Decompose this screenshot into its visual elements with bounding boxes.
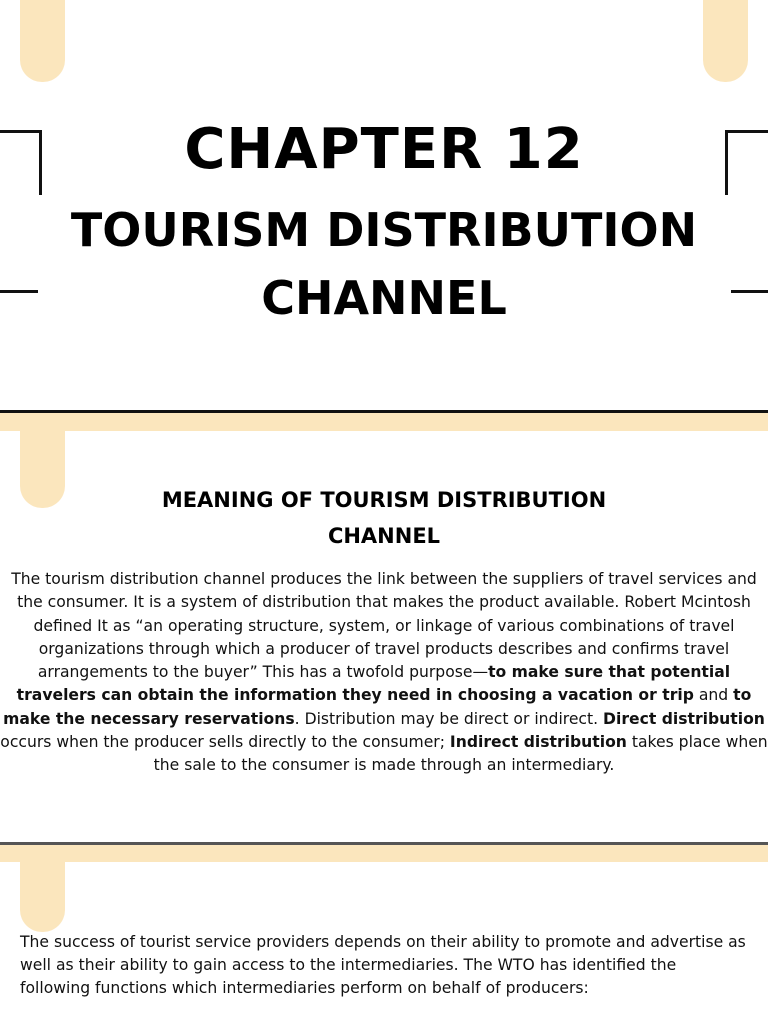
decorative-tab-top-right — [703, 0, 748, 82]
para1-text-3: . Distribution may be direct or indirect. — [294, 709, 604, 728]
para1-text-1: The tourism distribution channel produces the link between the suppliers of travel services and the consumer. It is a system of distribution that makes the product available. Robert Mcintosh defined It as “an operating structure, system, or linkage of various combinations of travel organizations through which a producer of travel products describes and confirms travel arrangements to the buyer” This has a twofold purpose— — [11, 570, 757, 682]
para1-text-5: takes place when the sale to the consumer is made through an intermediary. — [153, 733, 768, 775]
para1-bold-indirect: Indirect distribution — [449, 733, 627, 752]
para1-bold-direct: Direct distribution — [603, 709, 765, 728]
subtitle-line-1: TOURISM DISTRIBUTION — [70, 203, 698, 257]
chapter-title: CHAPTER 12 — [184, 117, 584, 182]
section-heading-line-2: CHANNEL — [327, 524, 441, 548]
divider-band-1 — [0, 413, 768, 431]
decorative-tab-top-left — [20, 0, 65, 82]
divider-band-2 — [0, 845, 768, 862]
para1-bold-purpose-1: to make sure that potential travelers can obtain the information they need in choosing a vacation or trip — [16, 663, 731, 705]
para1-text-2: and — [693, 686, 734, 705]
paragraph-meaning — [0, 568, 768, 778]
section-heading-line-1: MEANING OF TOURISM DISTRIBUTION — [161, 488, 607, 512]
subtitle-line-2: CHANNEL — [261, 271, 507, 325]
decorative-tab-bottom — [20, 845, 65, 932]
paragraph-intermediaries: The success of tourist service providers depends on their ability to promote and advertise as well as their ability to gain access to the intermediaries. The WTO has identified the following functions which intermediaries perform on behalf of producers: — [20, 933, 746, 997]
para1-text-4: occurs when the producer sells directly to the consumer; — [0, 733, 450, 752]
chapter-subtitle — [0, 196, 768, 332]
section-heading — [0, 482, 768, 554]
para1-bold-purpose-2: to make the necessary reservations — [3, 686, 752, 728]
